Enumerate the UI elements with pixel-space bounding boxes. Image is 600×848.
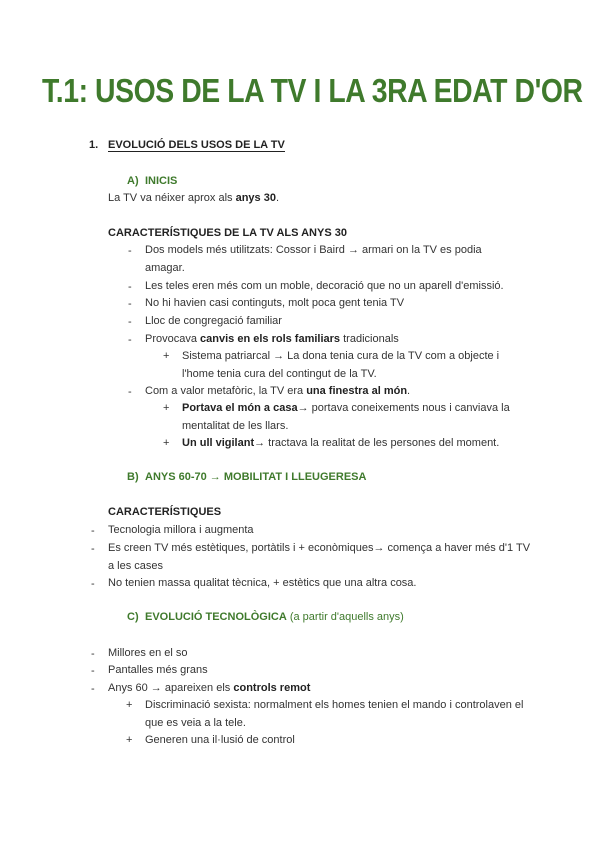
list-bold: una finestra al món [306, 385, 408, 397]
intro-text: La TV va néixer aprox als [108, 192, 236, 204]
list-text: . [407, 385, 411, 397]
list-text: Com a valor metafòric, la TV era [145, 385, 307, 397]
bullet-marker: - [128, 245, 132, 257]
list-bold: controls remot [233, 682, 311, 694]
list-text: tradicionals [340, 333, 399, 345]
subheading-label: INICIS [145, 175, 178, 187]
list-item: Les teles eren més com un moble, decoració que no un aparell d'emissió. [145, 280, 504, 292]
sub-list-item [182, 400, 522, 435]
list-text: Anys 60 → apareixen els [108, 682, 234, 694]
sub-list-item: Generen una il·lusió de control [145, 734, 295, 746]
bullet-marker: - [91, 543, 95, 555]
list-text: → tractava la realitat de les persones del moment. [254, 437, 500, 449]
list-bold: Portava el món a casa [182, 402, 298, 414]
list-item: No tenien massa qualitat tècnica, + estètics que una altra cosa. [108, 577, 417, 589]
bullet-marker: - [128, 386, 132, 398]
intro-end: . [275, 192, 280, 204]
list-item: Pantalles més grans [108, 664, 208, 676]
bullet-marker: - [128, 281, 132, 293]
list-bold: canvis en els rols familiars [200, 333, 341, 345]
list-text: Provocava [145, 333, 201, 345]
sub-bullet-marker: + [163, 437, 170, 449]
intro-bold: anys 30 [235, 192, 276, 204]
subheading-c [127, 611, 404, 623]
sub-list-item: Sistema patriarcal → La dona tenia cura de la TV com a objecte i l'home tenia cura del contingut de la TV. [182, 350, 500, 380]
sub-bullet-marker: + [126, 699, 133, 711]
list-item: Dos models més utilitzats: Cossor i Baird → armari on la TV es podia amagar. [145, 244, 482, 274]
bullet-marker: - [91, 578, 95, 590]
list-item: Lloc de congregació familiar [145, 315, 282, 327]
bullet-marker: - [128, 298, 132, 310]
intro-paragraph [108, 192, 279, 204]
list-text: → portava coneixements nous i canviava la mentalitat de les llars. [182, 402, 510, 432]
list-item [108, 680, 528, 698]
bullet-marker: - [91, 648, 95, 660]
sub-bullet-marker: + [126, 734, 133, 746]
list-item [145, 331, 525, 349]
sub-bullet-marker: + [163, 402, 170, 414]
char-heading-b: CARACTERÍSTIQUES [108, 506, 222, 518]
list-item: No hi havien casi continguts, molt poca gent tenia TV [145, 297, 405, 309]
bullet-marker: - [91, 665, 95, 677]
section-number: 1. [89, 139, 99, 151]
bullet-marker: - [128, 334, 132, 346]
list-item [145, 383, 525, 401]
subheading-b [127, 471, 366, 483]
subheading-a [127, 175, 177, 187]
list-bold: Un ull vigilant [182, 437, 255, 449]
char-heading-30: CARACTERÍSTIQUES DE LA TV ALS ANYS 30 [108, 227, 347, 239]
subheading-letter: B) [127, 471, 139, 483]
bullet-marker: - [91, 525, 95, 537]
list-item: Millores en el so [108, 647, 188, 659]
subheading-note: (a partir d'aquells anys) [286, 611, 404, 623]
sub-bullet-marker: + [163, 350, 170, 362]
bullet-marker: - [128, 316, 132, 328]
list-item: Tecnologia millora i augmenta [108, 524, 254, 536]
subheading-label: ANYS 60-70 → MOBILITAT I LLEUGERESA [145, 471, 367, 483]
page-title: T.1: USOS DE LA TV I LA 3RA EDAT D'OR [42, 72, 583, 109]
sub-list-item: Discriminació sexista: normalment els homes tenien el mando i controlaven el que es veia a la tele. [145, 699, 524, 729]
subheading-letter: C) [127, 611, 139, 623]
sub-list-item [182, 435, 527, 453]
list-item: Es creen TV més estètiques, portàtils i + econòmiques→ comença a haver més d'1 TV a les cases [108, 542, 531, 572]
section-heading-1 [89, 139, 285, 151]
subheading-label: EVOLUCIÓ TECNOLÒGICA [145, 611, 287, 623]
subheading-letter: A) [127, 175, 139, 187]
section-label: EVOLUCIÓ DELS USOS DE LA TV [108, 139, 285, 151]
bullet-marker: - [91, 683, 95, 695]
